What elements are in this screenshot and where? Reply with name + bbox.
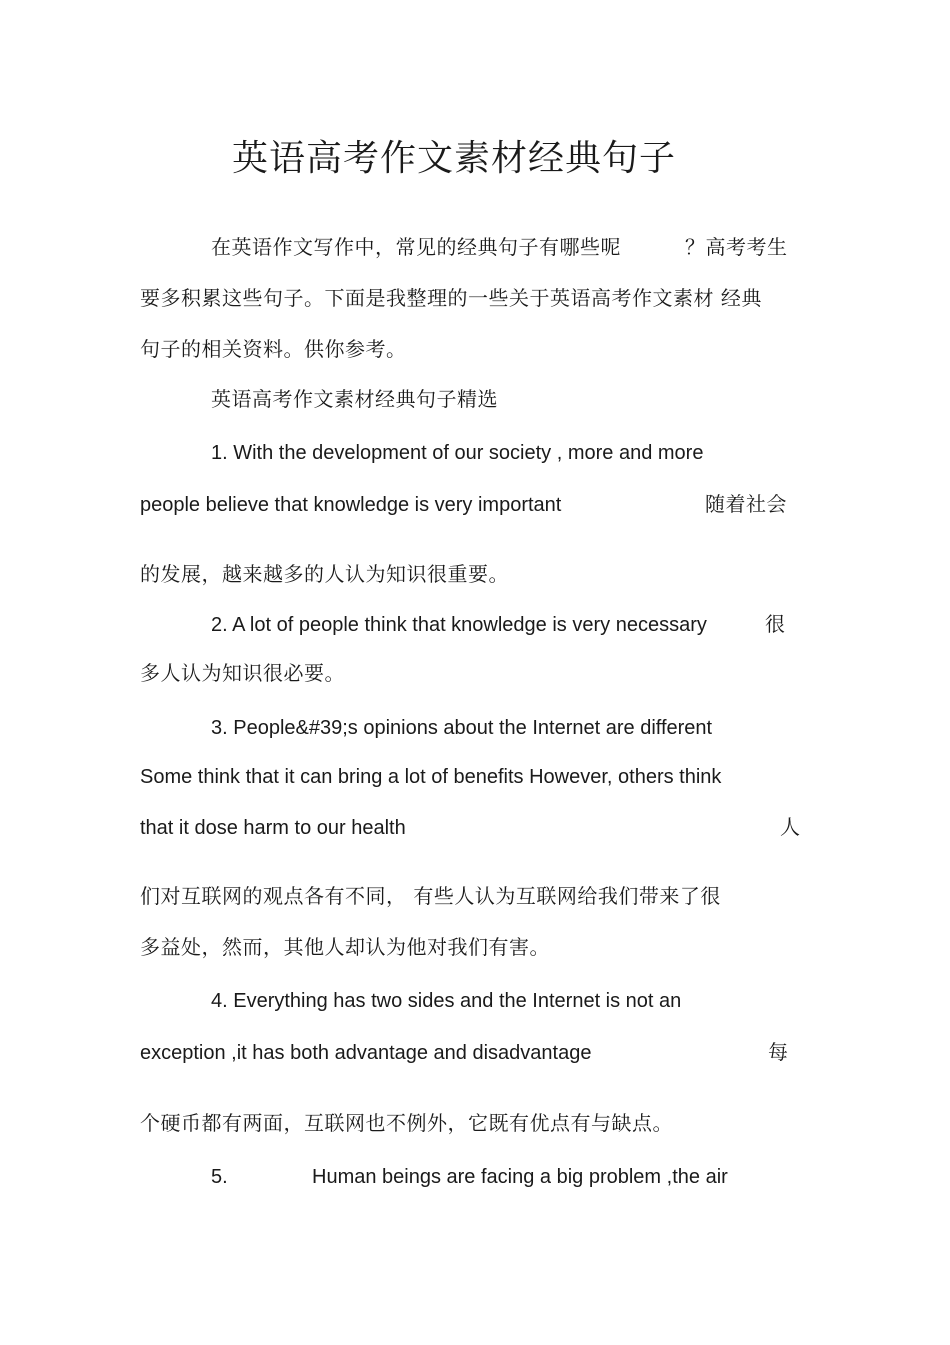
document-title: 英语高考作文素材经典句子 xyxy=(232,138,677,179)
item-3-chinese-line-2: 多益处，然而，其他人却认为他对我们有害。 xyxy=(140,935,550,959)
item-3-english-line-1: 3. People&#39;s opinions about the Internet are different xyxy=(211,717,713,739)
intro-line-1a: 在英语作文写作中，常见的经典句子有哪些呢 xyxy=(211,235,621,259)
item-1-chinese-line: 的发展，越来越多的人认为知识很重要。 xyxy=(140,562,509,586)
item-4-chinese-tail: 每 xyxy=(768,1040,789,1064)
item-1-chinese-tail: 随着社会 xyxy=(705,492,787,516)
item-3-english-line-2: Some think that it can bring a lot of benefits However, others think xyxy=(140,766,722,788)
item-3-chinese-line-1: 们对互联网的观点各有不同， 有些人认为互联网给我们带来了很 xyxy=(140,884,721,908)
item-1-english-line-1: 1. With the development of our society , more and more xyxy=(211,442,704,464)
item-2-chinese-tail: 很 xyxy=(765,612,786,636)
intro-line-3: 句子的相关资料。供你参考。 xyxy=(140,337,407,361)
item-3-english-line-3: that it dose harm to our health xyxy=(140,817,406,839)
item-4-english-line-2: exception ,it has both advantage and disadvantage xyxy=(140,1042,592,1064)
item-5-number: 5. xyxy=(211,1166,228,1188)
item-1-english-line-2: people believe that knowledge is very important xyxy=(140,494,562,516)
item-2-english-line-1: 2. A lot of people think that knowledge is very necessary xyxy=(211,614,707,636)
intro-line-1b: ？高考考生 xyxy=(685,235,788,259)
item-4-chinese-line: 个硬币都有两面，互联网也不例外，它既有优点有与缺点。 xyxy=(140,1111,673,1135)
item-5-english-line-1: Human beings are facing a big problem ,the air xyxy=(312,1166,728,1188)
intro-line-2: 要多积累这些句子。下面是我整理的一些关于英语高考作文素材 经典 xyxy=(140,286,762,310)
item-2-chinese-line: 多人认为知识很必要。 xyxy=(140,661,345,685)
section-heading: 英语高考作文素材经典句子精选 xyxy=(211,387,498,411)
item-4-english-line-1: 4. Everything has two sides and the Internet is not an xyxy=(211,990,682,1012)
item-3-chinese-tail: 人 xyxy=(780,815,801,839)
